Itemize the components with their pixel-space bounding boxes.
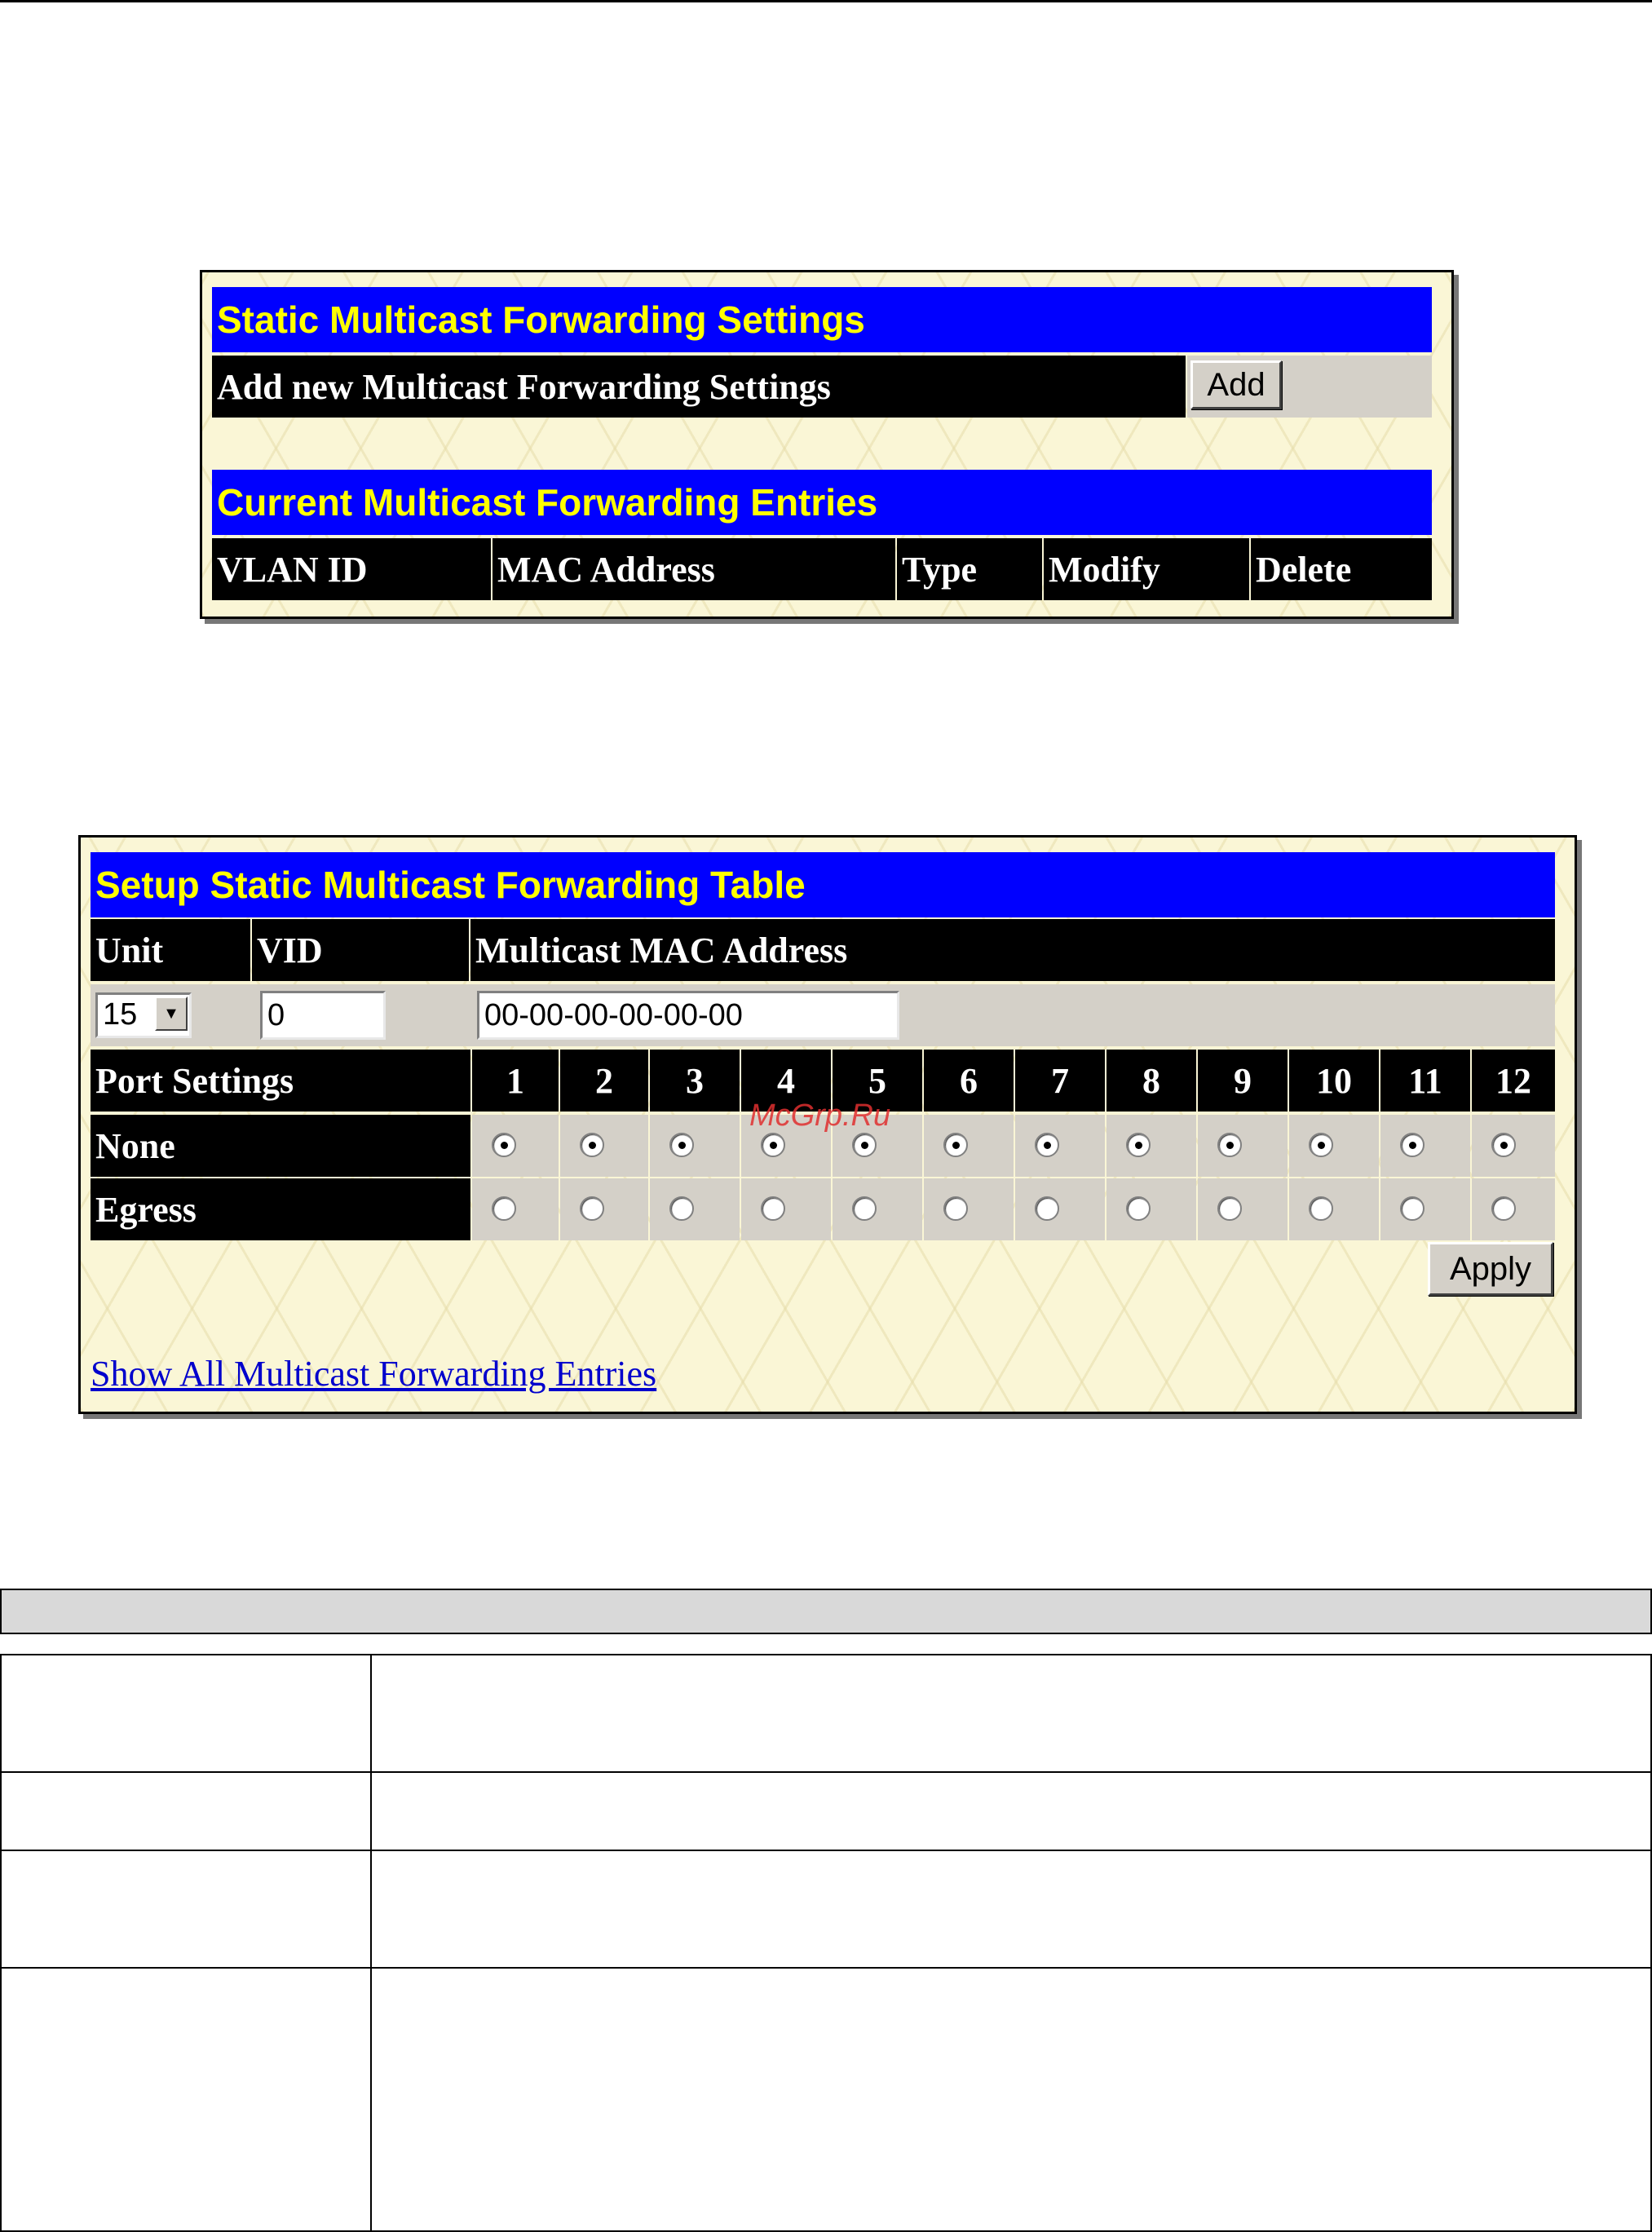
port-4-none-radio[interactable] [761, 1133, 785, 1157]
port-cell [560, 1115, 648, 1177]
document-table [0, 1654, 1652, 2232]
setup-title-bar: Setup Static Multicast Forwarding Table [91, 852, 1555, 917]
port-3-none-radio[interactable] [669, 1133, 694, 1157]
doc-divider [370, 1851, 372, 1967]
port-cell [650, 1178, 740, 1240]
port-header-10: 10 [1289, 1050, 1379, 1112]
port-8-none-radio[interactable] [1126, 1133, 1151, 1157]
port-cell [833, 1178, 922, 1240]
port-1-egress-radio[interactable] [492, 1196, 516, 1221]
port-cell [741, 1178, 831, 1240]
port-cell [1106, 1115, 1196, 1177]
settings-title-bar: Static Multicast Forwarding Settings [212, 287, 1432, 352]
port-cell [1015, 1178, 1105, 1240]
mac-header: Multicast MAC Address [470, 919, 1555, 981]
col-modify: Modify [1044, 538, 1249, 600]
port-cell [472, 1115, 559, 1177]
port-cell [1380, 1115, 1470, 1177]
port-12-egress-radio[interactable] [1491, 1196, 1516, 1221]
port-cell [924, 1178, 1014, 1240]
watermark-text: McGrp.Ru [749, 1098, 891, 1133]
document-table-row [2, 1773, 1650, 1851]
port-cell [472, 1178, 559, 1240]
port-9-egress-radio[interactable] [1217, 1196, 1242, 1221]
unit-select-value: 15 [103, 997, 138, 1032]
port-header-8: 8 [1106, 1050, 1196, 1112]
port-5-egress-radio[interactable] [852, 1196, 877, 1221]
apply-button[interactable]: Apply [1428, 1242, 1553, 1296]
port-header-1: 1 [472, 1050, 559, 1112]
port-header-5: 5 [833, 1050, 922, 1112]
port-header-11: 11 [1380, 1050, 1470, 1112]
unit-select[interactable] [95, 992, 192, 1038]
document-table-row [2, 1851, 1650, 1969]
port-10-none-radio[interactable] [1309, 1133, 1333, 1157]
port-header-7: 7 [1015, 1050, 1105, 1112]
port-6-none-radio[interactable] [943, 1133, 968, 1157]
vid-input[interactable] [260, 991, 386, 1040]
port-cell [1289, 1115, 1379, 1177]
add-new-label: Add new Multicast Forwarding Settings [212, 356, 1186, 418]
port-1-none-radio[interactable] [492, 1133, 516, 1157]
port-11-egress-radio[interactable] [1400, 1196, 1425, 1221]
show-all-entries-link[interactable]: Show All Multicast Forwarding Entries [91, 1354, 657, 1394]
port-9-none-radio[interactable] [1217, 1133, 1242, 1157]
mac-address-input[interactable] [477, 991, 899, 1040]
document-table-row [2, 1969, 1650, 2230]
port-header-6: 6 [924, 1050, 1014, 1112]
port-cell [1472, 1178, 1555, 1240]
static-multicast-settings-panel [200, 270, 1454, 619]
port-cell [924, 1115, 1014, 1177]
port-10-egress-radio[interactable] [1309, 1196, 1333, 1221]
col-mac-address: MAC Address [493, 538, 895, 600]
port-11-none-radio[interactable] [1400, 1133, 1425, 1157]
port-header-9: 9 [1198, 1050, 1288, 1112]
port-cell [1106, 1178, 1196, 1240]
port-3-egress-radio[interactable] [669, 1196, 694, 1221]
port-2-egress-radio[interactable] [580, 1196, 604, 1221]
port-cell [1198, 1178, 1288, 1240]
port-12-none-radio[interactable] [1491, 1133, 1516, 1157]
port-8-egress-radio[interactable] [1126, 1196, 1151, 1221]
port-cell [1472, 1115, 1555, 1177]
doc-divider [370, 1773, 372, 1850]
port-row-label-none: None [91, 1115, 470, 1177]
port-4-egress-radio[interactable] [761, 1196, 785, 1221]
port-2-none-radio[interactable] [580, 1133, 604, 1157]
document-table-row [2, 1655, 1650, 1773]
col-delete: Delete [1251, 538, 1432, 600]
vid-header: VID [252, 919, 469, 981]
port-settings-label: Port Settings [91, 1050, 470, 1112]
port-7-none-radio[interactable] [1035, 1133, 1059, 1157]
document-table-header [0, 1589, 1652, 1634]
port-cell [1015, 1115, 1105, 1177]
port-header-12: 12 [1472, 1050, 1555, 1112]
port-cell [650, 1115, 740, 1177]
port-row-label-egress: Egress [91, 1178, 470, 1240]
unit-header: Unit [91, 919, 250, 981]
chevron-down-icon[interactable]: ▼ [155, 997, 188, 1031]
add-button[interactable]: Add [1190, 360, 1282, 409]
port-6-egress-radio[interactable] [943, 1196, 968, 1221]
doc-divider [370, 1969, 372, 2230]
entries-title-bar: Current Multicast Forwarding Entries [212, 470, 1432, 535]
col-type: Type [897, 538, 1042, 600]
col-vlan-id: VLAN ID [212, 538, 491, 600]
port-cell [1198, 1115, 1288, 1177]
setup-multicast-table-panel [78, 835, 1577, 1414]
port-7-egress-radio[interactable] [1035, 1196, 1059, 1221]
port-cell [1289, 1178, 1379, 1240]
port-cell [560, 1178, 648, 1240]
port-cell [1380, 1178, 1470, 1240]
port-header-4: 4 [741, 1050, 831, 1112]
doc-divider [370, 1655, 372, 1771]
port-header-3: 3 [650, 1050, 740, 1112]
page-top-rule [0, 0, 1652, 2]
port-header-2: 2 [560, 1050, 648, 1112]
port-5-none-radio[interactable] [852, 1133, 877, 1157]
